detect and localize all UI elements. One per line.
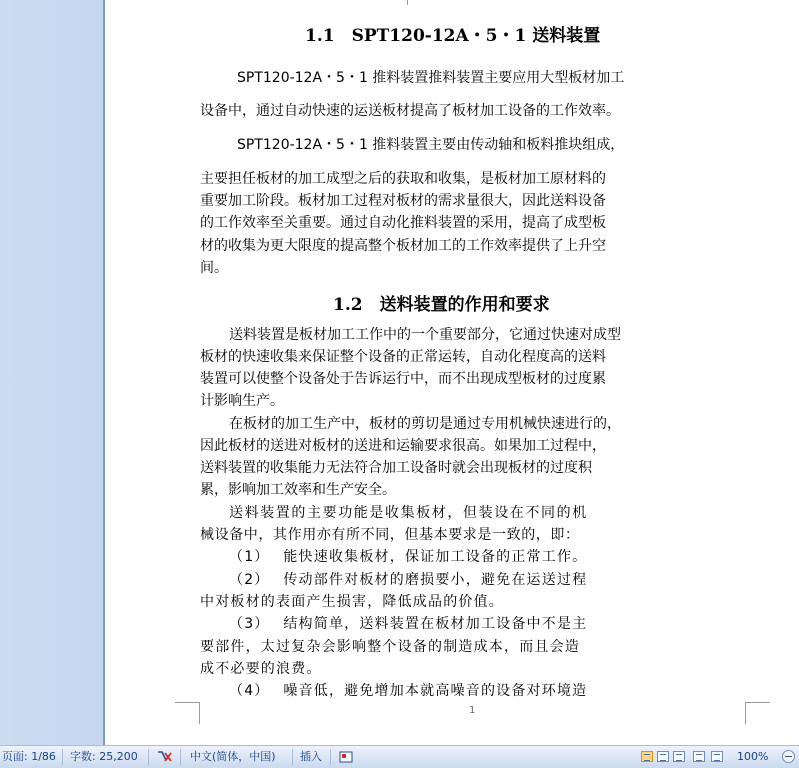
web-layout-view-button[interactable] — [673, 751, 685, 762]
word-count-status[interactable]: 字数: 25,200 — [70, 750, 138, 763]
para1-line-1: SPT120-12A・5・1 推料装置推料装置主要应用大型板材加工 — [237, 70, 625, 86]
status-separator — [292, 749, 293, 765]
para2-line-6: 间。 — [200, 260, 228, 276]
full-screen-reading-view-button[interactable] — [657, 751, 669, 762]
zoom-level[interactable]: 100% — [737, 750, 769, 763]
para2-line-1: SPT120-12A・5・1 推料装置主要由传动轴和板料推块组成， — [237, 137, 625, 153]
status-bar — [0, 745, 799, 768]
status-separator — [180, 749, 181, 765]
para2-line-5: 材的收集为更大限度的提高整个板材加工的工作效率提供了上升空 — [200, 238, 606, 254]
para2-line-3: 重要加工阶段。板材加工过程对板材的需求量很大，因此送料设备 — [200, 193, 606, 209]
status-separator — [148, 749, 149, 765]
list-item-3-line-1: （3） 结构简单，送料装置在板材加工设备中不是主 — [229, 616, 588, 632]
para4-line-4: 累，影响加工效率和生产安全。 — [200, 482, 396, 498]
crop-mark-left-h — [175, 702, 199, 703]
draft-view-button[interactable] — [711, 751, 723, 762]
status-separator — [330, 749, 331, 765]
para5-line-1: 送料装置的主要功能是收集板材，但装设在不同的机 — [229, 505, 588, 521]
para1-line-2: 设备中，通过自动快速的运送板材提高了板材加工设备的工作效率。 — [200, 103, 620, 119]
para3-line-2: 板材的快速收集来保证整个设备的正常运转，自动化程度高的送料 — [200, 349, 606, 365]
list-item-2-line-1: （2） 传动部件对板材的磨损要小，避免在运送过程 — [229, 572, 588, 588]
list-item-3-line-3: 成不必要的浪费。 — [200, 661, 322, 677]
top-margin-mark — [407, 0, 408, 5]
print-layout-view-button[interactable] — [641, 751, 653, 762]
para2-line-4: 的工作效率至关重要。通过自动化推料装置的采用，提高了成型板 — [200, 215, 606, 231]
proofing-icon[interactable] — [156, 746, 176, 768]
crop-mark-right-h — [746, 702, 770, 703]
crop-mark-right-v — [745, 702, 746, 724]
para3-line-4: 计影响生产。 — [200, 393, 284, 409]
list-item-1: （1） 能快速收集板材，保证加工设备的正常工作。 — [229, 549, 588, 565]
crop-mark-left-v — [199, 702, 200, 724]
para4-line-1: 在板材的加工生产中，板材的剪切是通过专用机械快速进行的， — [229, 416, 621, 432]
page-count-status[interactable]: 页面: 1/86 — [2, 750, 56, 763]
zoom-out-icon[interactable] — [782, 750, 795, 763]
heading-1-1: 1.1 SPT120-12A・5・1 送料装置 — [305, 26, 601, 46]
para2-line-2: 主要担任板材的加工成型之后的获取和收集，是板材加工原材料的 — [200, 171, 606, 187]
macro-record-icon[interactable] — [339, 746, 355, 768]
para4-line-3: 送料装置的收集能力无法符合加工设备时就会出现板材的过度积 — [200, 460, 592, 476]
outline-view-button[interactable] — [693, 751, 705, 762]
list-item-3-line-2: 要部件，太过复杂会影响整个设备的制造成本，而且会造 — [200, 639, 580, 655]
status-separator — [62, 749, 63, 765]
list-item-4-line-1: （4） 噪音低，避免增加本就高噪音的设备对环境造 — [229, 683, 588, 699]
para3-line-1: 送料装置是板材加工工作中的一个重要部分，它通过快速对成型 — [229, 327, 621, 343]
heading-1-2: 1.2 送料装置的作用和要求 — [333, 295, 550, 315]
para5-line-2: 械设备中，其作用亦有所不同，但基本要求是一致的，即： — [200, 527, 580, 543]
insert-mode-status[interactable]: 插入 — [300, 750, 322, 763]
language-status[interactable]: 中文(简体，中国) — [190, 750, 276, 763]
para4-line-2: 因此板材的送进对板材的送进和运输要求很高。如果加工过程中， — [200, 438, 606, 454]
para3-line-3: 装置可以使整个设备处于告诉运行中，而不出现成型板材的过度累 — [200, 371, 606, 387]
page-number: 1 — [469, 705, 476, 716]
list-item-2-line-2: 中对板材的表面产生损害，降低成品的价值。 — [200, 594, 504, 610]
document-page[interactable] — [105, 0, 799, 745]
